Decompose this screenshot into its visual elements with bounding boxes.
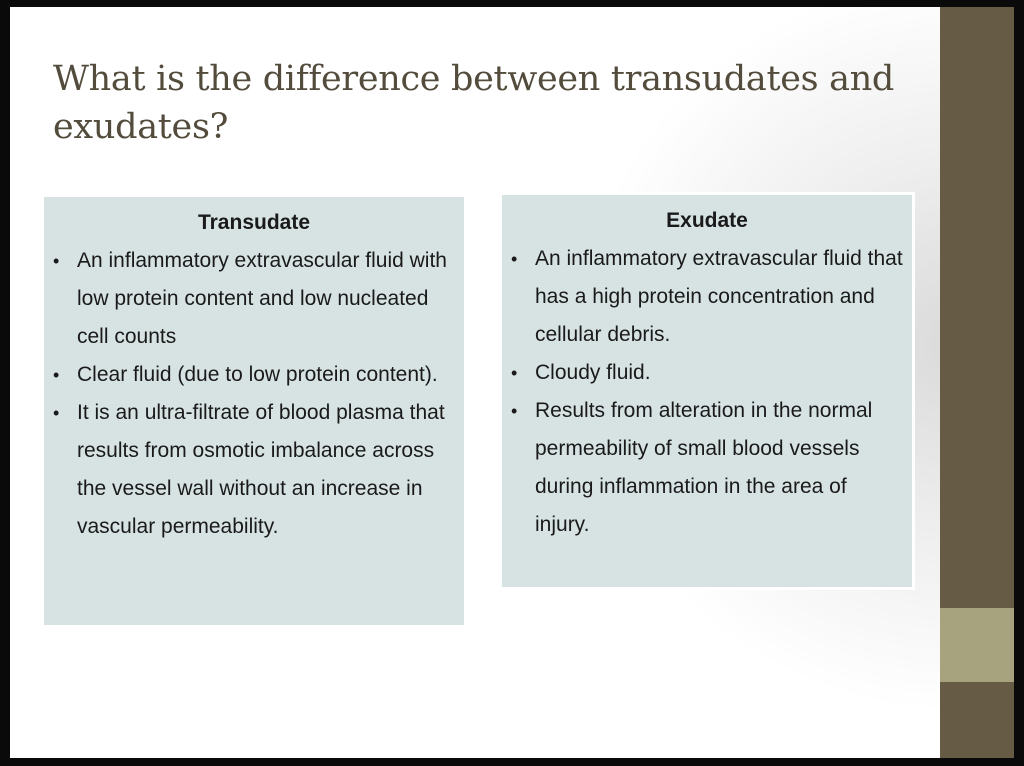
list-item (502, 354, 912, 392)
side-bar-accent (940, 608, 1014, 682)
exudate-bullet-list (502, 240, 912, 544)
bullet-icon: • (53, 403, 60, 423)
exudate-panel (502, 195, 912, 587)
list-item (502, 240, 912, 354)
bullet-text: Results from alteration in the normal permeability of small blood vessels during inflammation in the area of injury. (535, 399, 873, 536)
bullet-icon: • (511, 363, 518, 383)
bullet-icon: • (511, 249, 518, 269)
bullet-text: An inflammatory extravascular fluid that has a high protein concentration and cellular debris. (535, 247, 903, 346)
bullet-text: An inflammatory extravascular fluid with low protein content and low nucleated cell counts (77, 249, 447, 348)
list-item (502, 392, 912, 544)
exudate-heading: Exudate (666, 209, 748, 232)
list-item (44, 394, 464, 546)
list-item (44, 356, 464, 394)
transudate-bullet-list (44, 242, 464, 546)
bullet-text: Clear fluid (due to low protein content). (77, 363, 438, 386)
bullet-icon: • (53, 365, 60, 385)
slide (10, 7, 1014, 758)
bullet-icon: • (53, 251, 60, 271)
bullet-text: Cloudy fluid. (535, 361, 651, 384)
bullet-text: It is an ultra-filtrate of blood plasma that results from osmotic imbalance across the vessel wall without an increase in vascular permeability. (77, 401, 445, 538)
slide-title: What is the difference between transudates and exudates? (53, 59, 895, 147)
list-item (44, 242, 464, 356)
bullet-icon: • (511, 401, 518, 421)
transudate-panel (44, 197, 464, 625)
transudate-heading: Transudate (197, 211, 311, 234)
